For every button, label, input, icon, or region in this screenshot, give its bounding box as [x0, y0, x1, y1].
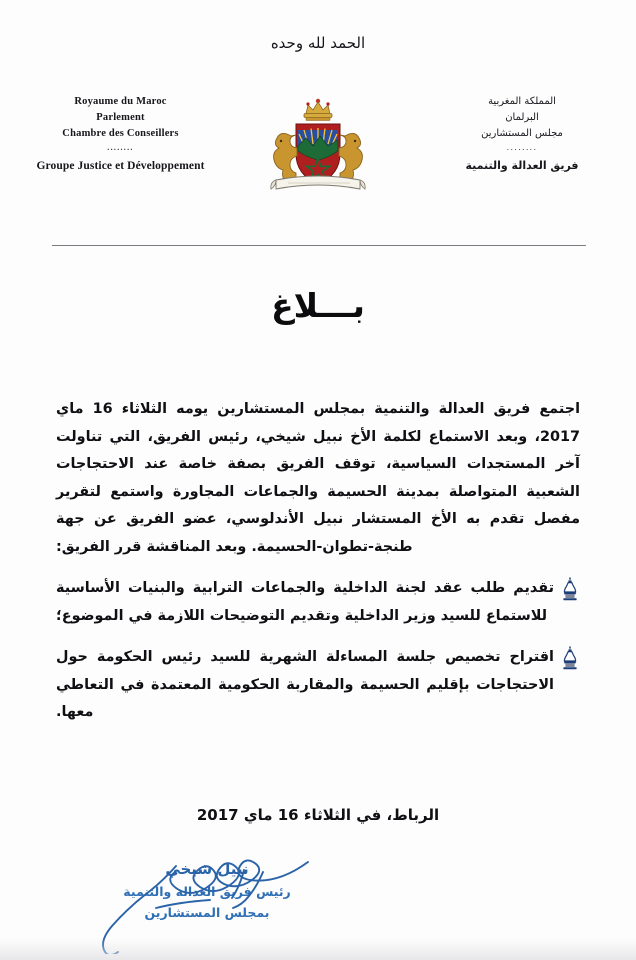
header-left-line-1: Royaume du Maroc — [74, 96, 167, 107]
decision-text: اقتراح تخصيص جلسة المساءلة الشهرية للسيد رئيس الحكومة حول الاحتجاجات بإقليم الحسيمة والمقاربة الحكومية المعتمدة في التعاطي معها. — [56, 649, 554, 720]
oil-lamp-icon — [560, 576, 580, 601]
header-left-separator: ........ — [107, 143, 134, 152]
signatory-role-line-1: رئيس فريق العدالة والتنمية — [123, 884, 291, 899]
header-right-line-4: فريق العدالة والتنمية — [465, 159, 579, 172]
document-body — [56, 396, 580, 741]
header-right-arabic — [422, 94, 622, 174]
header-left-french — [18, 94, 223, 174]
signature-block — [62, 850, 352, 950]
date-line: الرباط، في الثلاثاء 16 ماي 2017 — [196, 806, 440, 824]
basmala-line: الحمد لله وحده — [270, 34, 366, 52]
moroccan-coat-of-arms-icon — [258, 88, 378, 206]
decisions-list — [56, 575, 580, 727]
signatory-name: نبيل شيخي — [165, 860, 249, 878]
body-paragraph: اجتمع فريق العدالة والتنمية بمجلس المستشارين يومه الثلاثاء 16 ماي 2017، وبعد الاستماع لكلمة الأخ نبيل شيخي، رئيس الفريق، التي تناولت آخر المستجدات السياسية، توقف الفريق بصفة خاصة عند الاحتجاجات الشعبية المتواصلة بمدينة الحسيمة والجماعات المجاورة واستمع لتقرير مفصل تقدم به الأخ المستشار نبيل الأندلوسي، عضو الفريق عن جهة طنجة-تطوان-الحسيمة. وبعد المناقشة قرر الفريق: — [56, 401, 580, 555]
header-right-line-3: مجلس المستشارين — [481, 128, 563, 139]
header-left-line-4: Groupe Justice et Développement — [36, 160, 205, 172]
header-right-line-2: البرلمان — [505, 112, 539, 123]
signatory-role-line-2: بمجلس المستشارين — [144, 905, 270, 920]
header-right-separator: ........ — [506, 143, 538, 152]
header-left-line-2: Parlement — [96, 112, 145, 123]
header-right-line-1: المملكة المغربية — [488, 96, 556, 107]
list-item — [56, 644, 580, 727]
header-divider — [52, 245, 586, 246]
oil-lamp-icon — [560, 645, 580, 670]
document-header — [0, 88, 636, 203]
decision-text: تقديم طلب عقد لجنة الداخلية والجماعات الترابية والبنيات الأساسية للاستماع للسيد وزير الداخلية وتقديم التوضيحات اللازمة في الموضوع؛ — [56, 580, 554, 624]
signature-text — [62, 858, 352, 923]
list-item — [56, 575, 580, 630]
header-left-line-3: Chambre des Conseillers — [62, 128, 179, 139]
page-title: بـــلاغ — [271, 286, 365, 325]
